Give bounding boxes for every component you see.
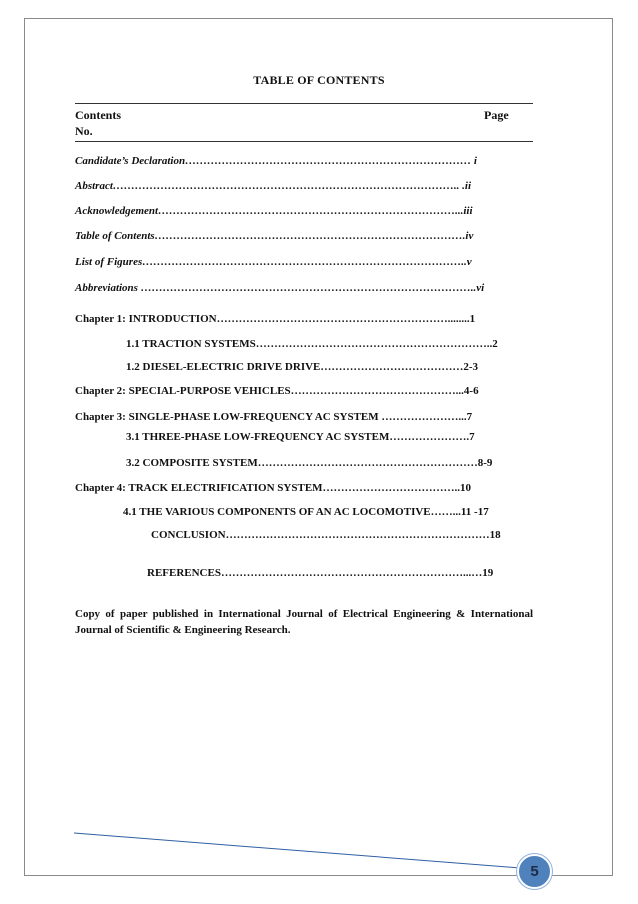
toc-entry-list-of-figures: List of Figures……………………………………………………………………………..v xyxy=(75,256,472,268)
toc-entry-references: REFERENCES…………………………………………………………...…19 xyxy=(147,567,494,579)
toc-entry-abbreviations: Abbreviations ………………………………………………………………………………..vi xyxy=(75,282,485,294)
toc-entry-section-3-1: 3.1 THREE-PHASE LOW-FREQUENCY AC SYSTEM………………….7 xyxy=(126,431,475,443)
toc-entry-conclusion: CONCLUSION………………………………………………………………18 xyxy=(151,529,501,541)
toc-entry-abstract: Abstract………………………………………………………………………………….. .ii xyxy=(75,180,472,192)
toc-entry-section-1-1: 1.1 TRACTION SYSTEMS………………………………………………………..2 xyxy=(126,338,498,350)
toc-entry-table-of-contents: Table of Contents………………………………………………………………………….iv xyxy=(75,230,474,242)
page-number-badge xyxy=(517,854,552,889)
toc-entry-chapter-3: Chapter 3: SINGLE-PHASE LOW-FREQUENCY AC SYSTEM …………………...7 xyxy=(75,411,473,423)
header-page: Page xyxy=(484,108,509,122)
toc-entry-section-1-2: 1.2 DIESEL-ELECTRIC DRIVE DRIVE…………………………………2-3 xyxy=(126,361,479,373)
toc-entry-acknowledgement: Acknowledgement………………………………………………………………………...iii xyxy=(75,205,473,217)
publication-note: Copy of paper published in International Journal of Electrical Engineering & International Journal of Scientific & Engineering Research. xyxy=(75,608,533,636)
page-title: TABLE OF CONTENTS xyxy=(253,73,385,87)
header-contents: Contents xyxy=(75,108,122,122)
toc-entry-chapter-2: Chapter 2: SPECIAL-PURPOSE VEHICLES………………………………………...4-6 xyxy=(75,385,479,397)
toc-entry-section-3-2: 3.2 COMPOSITE SYSTEM……………………………………………………8-9 xyxy=(126,457,493,469)
toc-entry-declaration: Candidate’s Declaration…………………………………………………………………… i xyxy=(75,155,477,167)
toc-entry-section-4-1: 4.1 THE VARIOUS COMPONENTS OF AN AC LOCOMOTIVE……...11 -17 xyxy=(123,506,489,518)
toc-entry-chapter-1: Chapter 1: INTRODUCTION………………………………………………………........1 xyxy=(75,313,476,325)
header-no: No. xyxy=(75,124,93,138)
page-number: 5 xyxy=(530,863,539,880)
toc-entry-chapter-4: Chapter 4: TRACK ELECTRIFICATION SYSTEM………………………………..10 xyxy=(75,482,472,494)
